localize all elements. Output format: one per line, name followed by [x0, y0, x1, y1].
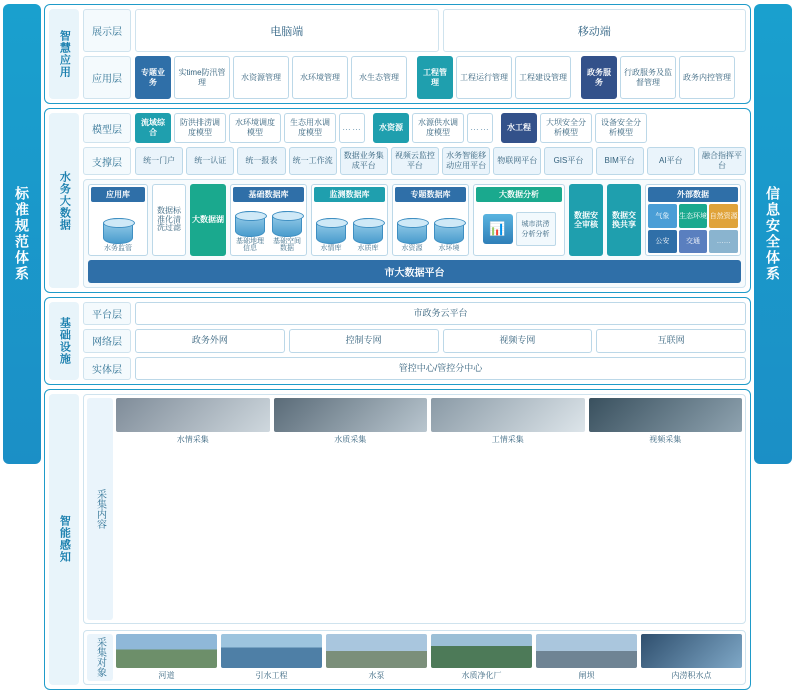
pump-photo [326, 634, 427, 668]
collection-content-label: 采集内容 [87, 398, 113, 620]
collect-item-video-label: 视频采集 [649, 434, 682, 444]
special-db-inner [395, 204, 466, 253]
model-item-dam-safety[interactable]: 大坝安全分析模型 [540, 113, 592, 143]
support-item-portal[interactable]: 统一门户 [135, 147, 183, 175]
model-layer-row [83, 113, 746, 143]
app-item-water-env[interactable]: 水环境管理 [292, 56, 348, 99]
display-item-pc[interactable]: 电脑端 [135, 9, 439, 52]
model-item-water-env[interactable]: 水环境调度模型 [229, 113, 281, 143]
support-layer-items [135, 147, 746, 175]
monitor-db-cylinder-2[interactable] [351, 218, 385, 253]
model-group-basin [135, 113, 365, 143]
cylinder-icon [316, 218, 346, 244]
model-group-resource-lead[interactable]: 水资源 [373, 113, 409, 143]
band-sensing-body [83, 394, 746, 685]
special-db-cap-2: 水环境 [438, 245, 460, 253]
cylinder-icon [434, 218, 464, 244]
collect-item-works-label: 工情采集 [491, 434, 524, 444]
data-cleaning-filter[interactable]: 数据标准化清洗过滤 [152, 184, 186, 256]
network-layer-items [135, 329, 746, 352]
camera-icon [589, 398, 743, 432]
base-db-cylinder-1[interactable] [233, 211, 267, 253]
support-layer-label: 支撑层 [83, 147, 131, 175]
external-cell-natural-resource[interactable]: 自然资源 [709, 204, 738, 228]
network-layer-label: 网络层 [83, 329, 131, 352]
app-group-gov [581, 56, 735, 99]
support-item-gis[interactable]: GIS平台 [544, 147, 592, 175]
collect-item-water-quality[interactable] [274, 398, 428, 620]
cylinder-icon [235, 211, 265, 237]
cylinder-icon [397, 218, 427, 244]
band-bigdata [44, 108, 751, 293]
app-item-flood[interactable]: 实time防汛管理 [174, 56, 230, 99]
bigdata-zone [83, 179, 746, 288]
monitor-db-cylinder-1[interactable] [314, 218, 348, 253]
platform-layer-row [83, 302, 746, 325]
analysis-head: 大数据分析 [476, 187, 562, 202]
app-item-water-resource[interactable]: 水资源管理 [233, 56, 289, 99]
base-db-box [230, 184, 307, 256]
base-db-cap-2: 基础空间数据 [273, 237, 301, 253]
band-application [44, 4, 751, 104]
app-store-cap: 水务监管 [104, 245, 132, 253]
works-sensor-icon [431, 398, 585, 432]
collect-item-water-level[interactable] [116, 398, 270, 620]
band-application-title: 智慧应用 [49, 9, 79, 99]
platform-layer-label: 平台层 [83, 302, 131, 325]
base-db-inner [233, 204, 304, 253]
support-item-mobile[interactable]: 水务智能移动应用平台 [442, 147, 490, 175]
water-level-sensor-icon [116, 398, 270, 432]
band-infrastructure-body [83, 302, 746, 380]
app-item-gov-service[interactable]: 行政服务及监督管理 [620, 56, 676, 99]
band-infrastructure [44, 297, 751, 385]
monitor-db-cap-1: 水情库 [320, 245, 342, 253]
app-group-engineering [417, 56, 571, 99]
support-item-report[interactable]: 统一报表 [237, 147, 285, 175]
collect-item-water-quality-label: 水质采集 [334, 434, 367, 444]
support-item-iot[interactable]: 物联网平台 [493, 147, 541, 175]
support-item-workflow[interactable]: 统一工作流 [289, 147, 337, 175]
external-cell-ecology[interactable]: 生态环境 [679, 204, 708, 228]
collection-object-label: 采集对象 [87, 634, 113, 681]
application-layer-label: 应用层 [83, 56, 131, 99]
support-layer-row [83, 147, 746, 175]
model-group-project-lead[interactable]: 水工程 [501, 113, 537, 143]
entity-item-control-center[interactable]: 管控中心/管控分中心 [135, 357, 746, 380]
support-item-command[interactable]: 融合指挥平台 [698, 147, 746, 175]
app-group-engineering-lead[interactable]: 工程管理 [417, 56, 453, 99]
analysis-box [473, 184, 565, 256]
cylinder-icon [272, 211, 302, 237]
platform-layer-items [135, 302, 746, 325]
treatment-plant-photo [431, 634, 532, 668]
diversion-photo [221, 634, 322, 668]
network-item-video-net[interactable]: 视频专网 [443, 329, 593, 352]
model-item-eco-water[interactable]: 生态用水调度模型 [284, 113, 336, 143]
network-layer-row [83, 329, 746, 352]
special-db-cylinder-1[interactable] [395, 218, 429, 253]
data-lake[interactable]: 大数据湖 [190, 184, 226, 256]
right-vertical-banner: 信息安全体系 [754, 4, 792, 464]
cylinder-icon [353, 218, 383, 244]
app-item-water-eco[interactable]: 水生态管理 [351, 56, 407, 99]
model-layer-groups [135, 113, 746, 143]
model-group-basin-lead[interactable]: 流域综合 [135, 113, 171, 143]
object-item-pump-label: 水泵 [368, 670, 385, 680]
collection-object-items [116, 634, 742, 681]
external-data-grid [648, 204, 738, 253]
external-cell-police[interactable]: 公安 [648, 230, 677, 254]
special-db-cap-1: 水资源 [401, 245, 423, 253]
network-item-control-net[interactable]: 控制专网 [289, 329, 439, 352]
special-db-head: 专题数据库 [395, 187, 466, 202]
support-item-auth[interactable]: 统一认证 [186, 147, 234, 175]
water-quality-sensor-icon [274, 398, 428, 432]
waterlogging-point-photo [641, 634, 742, 668]
band-bigdata-body [83, 113, 746, 288]
special-db-box [392, 184, 469, 256]
display-layer-row [83, 9, 746, 52]
app-group-gov-lead[interactable]: 政务服务 [581, 56, 617, 99]
object-item-waterlogging-point[interactable] [641, 634, 742, 681]
data-security-audit[interactable]: 数据安全审核 [569, 184, 603, 256]
model-item-flood-drain[interactable]: 防洪排涝调度模型 [174, 113, 226, 143]
object-item-treatment-plant[interactable] [431, 634, 532, 681]
network-item-gov-extranet[interactable]: 政务外网 [135, 329, 285, 352]
model-item-equip-safety[interactable]: 设备安全分析模型 [595, 113, 647, 143]
object-item-gate-dam-label: 闸坝 [578, 670, 595, 680]
gate-dam-photo [536, 634, 637, 668]
object-item-waterlogging-label: 内涝积水点 [671, 670, 712, 680]
app-store-box [88, 184, 148, 256]
collect-item-water-level-label: 水情采集 [176, 434, 209, 444]
left-vertical-banner: 标准规范体系 [3, 4, 41, 464]
base-db-head: 基础数据库 [233, 187, 304, 202]
app-item-eng-construction[interactable]: 工程建设管理 [515, 56, 571, 99]
band-sensing-title: 智能感知 [49, 394, 79, 685]
analysis-card[interactable]: 城市洪涝分析分析 [516, 212, 556, 246]
monitor-db-head: 监测数据库 [314, 187, 385, 202]
bigdata-row [88, 184, 741, 256]
app-group-thematic-lead[interactable]: 专题业务 [135, 56, 171, 99]
object-item-treatment-plant-label: 水质净化厂 [461, 670, 502, 680]
cylinder-icon [103, 218, 133, 244]
model-group-project [501, 113, 647, 143]
city-bigdata-platform-bar[interactable]: 市大数据平台 [88, 260, 741, 283]
base-db-cap-1: 基础地理信息 [236, 237, 264, 253]
model-group-resource-more[interactable]: …… [467, 113, 493, 143]
object-item-river[interactable] [116, 634, 217, 681]
network-item-internet[interactable]: 互联网 [596, 329, 746, 352]
model-layer-label: 模型层 [83, 113, 131, 143]
collection-object-block [83, 630, 746, 685]
monitor-db-box [311, 184, 388, 256]
object-item-diversion-label: 引水工程 [255, 670, 288, 680]
app-store-cylinder[interactable] [101, 218, 135, 253]
collection-content-items [116, 398, 742, 620]
analysis-inner [476, 204, 562, 253]
external-data-box [645, 184, 741, 256]
diagram-center-column [44, 4, 751, 680]
band-infrastructure-title: 基础设施 [49, 302, 79, 380]
model-item-supply[interactable]: 水源供水调度模型 [412, 113, 464, 143]
object-item-pump[interactable] [326, 634, 427, 681]
support-item-ai[interactable]: AI平台 [647, 147, 695, 175]
external-data-head: 外部数据 [648, 187, 738, 202]
band-bigdata-title: 水务大数据 [49, 113, 79, 288]
entity-layer-label: 实体层 [83, 357, 131, 380]
external-cell-weather[interactable]: 气象 [648, 204, 677, 228]
external-cell-traffic[interactable]: 交通 [679, 230, 708, 254]
object-item-diversion[interactable] [221, 634, 322, 681]
base-db-cylinder-2[interactable] [270, 211, 304, 253]
app-group-thematic [135, 56, 407, 99]
platform-item-city-cloud[interactable]: 市政务云平台 [135, 302, 746, 325]
monitor-db-inner [314, 204, 385, 253]
application-layer-groups [135, 56, 746, 99]
collect-item-works[interactable] [431, 398, 585, 620]
special-db-cylinder-2[interactable] [432, 218, 466, 253]
collect-item-video[interactable] [589, 398, 743, 620]
support-item-video-cloud[interactable]: 视频云监控平台 [391, 147, 439, 175]
application-layer-row [83, 56, 746, 99]
object-item-gate-dam[interactable] [536, 634, 637, 681]
display-item-mobile[interactable]: 移动端 [443, 9, 747, 52]
app-item-eng-operation[interactable]: 工程运行管理 [456, 56, 512, 99]
model-group-resource [373, 113, 493, 143]
entity-layer-row [83, 357, 746, 380]
data-exchange-share[interactable]: 数据交换共享 [607, 184, 641, 256]
object-item-river-label: 河道 [158, 670, 175, 680]
external-cell-more[interactable]: …… [709, 230, 738, 254]
display-layer-items [135, 9, 746, 52]
display-layer-label: 展示层 [83, 9, 131, 52]
model-group-basin-more[interactable]: …… [339, 113, 365, 143]
entity-layer-items [135, 357, 746, 380]
collection-content-block [83, 394, 746, 624]
analysis-chart-icon: 📊 [483, 214, 513, 244]
support-item-bim[interactable]: BIM平台 [596, 147, 644, 175]
band-sensing [44, 389, 751, 690]
band-application-body [83, 9, 746, 99]
support-item-data-integration[interactable]: 数据业务集成平台 [340, 147, 388, 175]
monitor-db-cap-2: 水质库 [357, 245, 379, 253]
river-photo [116, 634, 217, 668]
app-store-inner [91, 204, 145, 253]
app-store-head: 应用库 [91, 187, 145, 202]
app-item-gov-internal[interactable]: 政务内控管理 [679, 56, 735, 99]
